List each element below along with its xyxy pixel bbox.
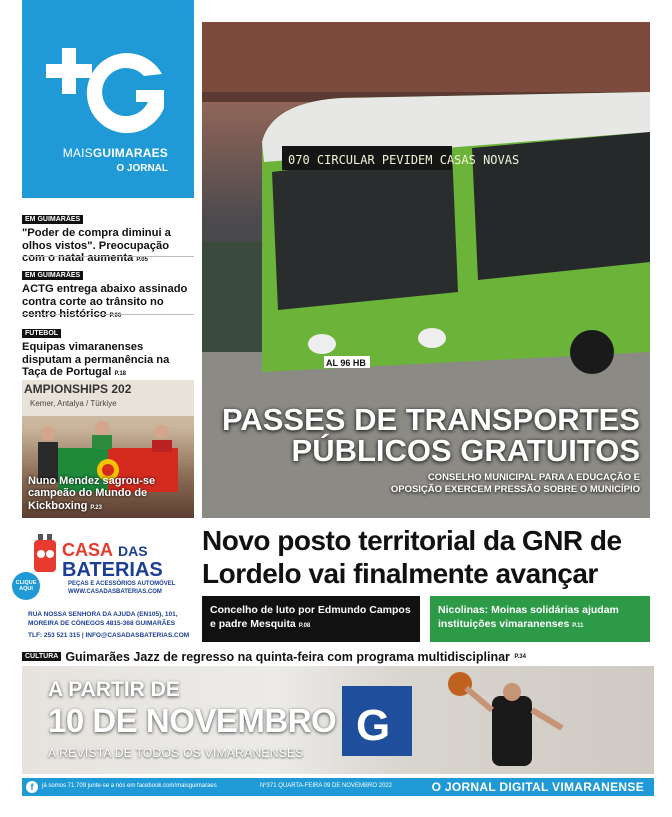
masthead-logo (22, 0, 194, 198)
bus-photo[interactable] (202, 22, 650, 518)
banner-subtext: Kemer, Antalya / Türkiye (30, 399, 117, 408)
divider (22, 314, 194, 315)
svg-text:WWW.CASADASBATERIAS.COM: WWW.CASADASBATERIAS.COM (68, 589, 162, 594)
news-headline: ACTG entrega abaixo assinado contra corte ao trânsito no centro histórico P.06 (22, 283, 188, 320)
ad-contact: TLF: 253 521 315 | INFO@CASADASBATERIAS.COM (28, 632, 190, 639)
culture-headline: Guimarães Jazz de regresso na quinta-feira com programa multidisciplinar (65, 649, 510, 664)
footer-bar (22, 778, 654, 796)
section-tag: EM GUIMARÃES (22, 271, 83, 280)
section-tag: CULTURA (22, 652, 61, 661)
banner-line-2: 10 DE NOVEMBRO (48, 702, 337, 739)
edition-info: Nº371 QUARTA-FEIRA 09 DE NOVEMBRO 2022 (260, 783, 393, 789)
banner-line-1: A PARTIR DE (48, 678, 180, 701)
main-headline: PASSES DE TRANSPORTES PÚBLICOS GRATUITOS (221, 402, 640, 468)
banner-line-3: A REVISTA DE TODOS OS VIMARANENSES (48, 746, 304, 760)
news-headline: "Poder de compra diminui a olhos vistos". Preocupação com o natal aumenta P.05 (22, 227, 171, 264)
ad-address: RUA NOSSA SENHORA DA AJUDA (EN105), 101, MOREIRA DE CÓNEGOS 4815-368 GUIMARÃES (28, 611, 178, 627)
section-tag: EM GUIMARÃES (22, 215, 83, 224)
side-news-item[interactable] (22, 208, 194, 267)
svg-text:PEÇAS E ACESSÓRIOS AUTOMÓVEL: PEÇAS E ACESSÓRIOS AUTOMÓVEL (68, 581, 176, 587)
click-here-badge[interactable]: CLIQUE AQUI (12, 572, 40, 600)
plus-g-logo-icon (44, 38, 174, 138)
bus-plate: AL 96 HB (326, 358, 366, 368)
kickboxing-photo[interactable] (22, 380, 194, 518)
side-news-item[interactable] (22, 322, 194, 381)
brand-name: MAISGUIMARAES (62, 146, 168, 160)
banner-text: AMPIONSHIPS 202 (24, 382, 132, 396)
footer-slogan: O JORNAL DIGITAL VIMARANENSE (431, 780, 644, 794)
news-box-nicolinas[interactable]: Nicolinas: Moinas solidárias ajudam instituições vimaranenses P.11 (430, 596, 650, 642)
divider (22, 256, 194, 257)
svg-text:CASA: CASA (62, 540, 114, 560)
section-tag: FUTEBOL (22, 329, 61, 338)
facebook-icon[interactable]: f (26, 781, 38, 793)
svg-text:DAS: DAS (118, 543, 148, 559)
svg-text:BATERIAS: BATERIAS (62, 559, 163, 581)
news-headline: Equipas vimaranenses disputam a permanência na Taça de Portugal P.18 (22, 341, 170, 378)
main-subheadline: CONSELHO MUNICIPAL PARA A EDUCAÇÃO E OPOSIÇÃO EXERCEM PRESSÃO SOBRE O MUNICÍPIO (390, 472, 640, 495)
casa-das-baterias-ad[interactable] (15, 532, 194, 644)
svg-text:G: G (356, 701, 391, 750)
casa-das-baterias-logo (28, 532, 192, 594)
gnr-headline[interactable]: Novo posto territorial da GNR de Lordelo vai finalmente avançar (202, 525, 622, 589)
news-box-luto[interactable]: Concelho de luto por Edmundo Campos e padre Mesquita P.08 (202, 596, 420, 642)
magazine-banner[interactable] (22, 666, 654, 774)
culture-news-line[interactable]: CULTURA Guimarães Jazz de regresso na quinta-feira com programa multidisciplinar P.34 (22, 648, 654, 664)
brand-subtitle: O JORNAL (116, 163, 168, 174)
facebook-text[interactable]: já somos 71.709 junte-se a nós em facebook.com/maisguimaraes (42, 783, 217, 789)
bus-destination-sign: 070 CIRCULAR PEVIDEM CASAS NOVAS (288, 153, 520, 167)
photo-caption: Nuno Mendez sagrou-se campeão do Mundo de Kickboxing P.23 (28, 474, 156, 512)
